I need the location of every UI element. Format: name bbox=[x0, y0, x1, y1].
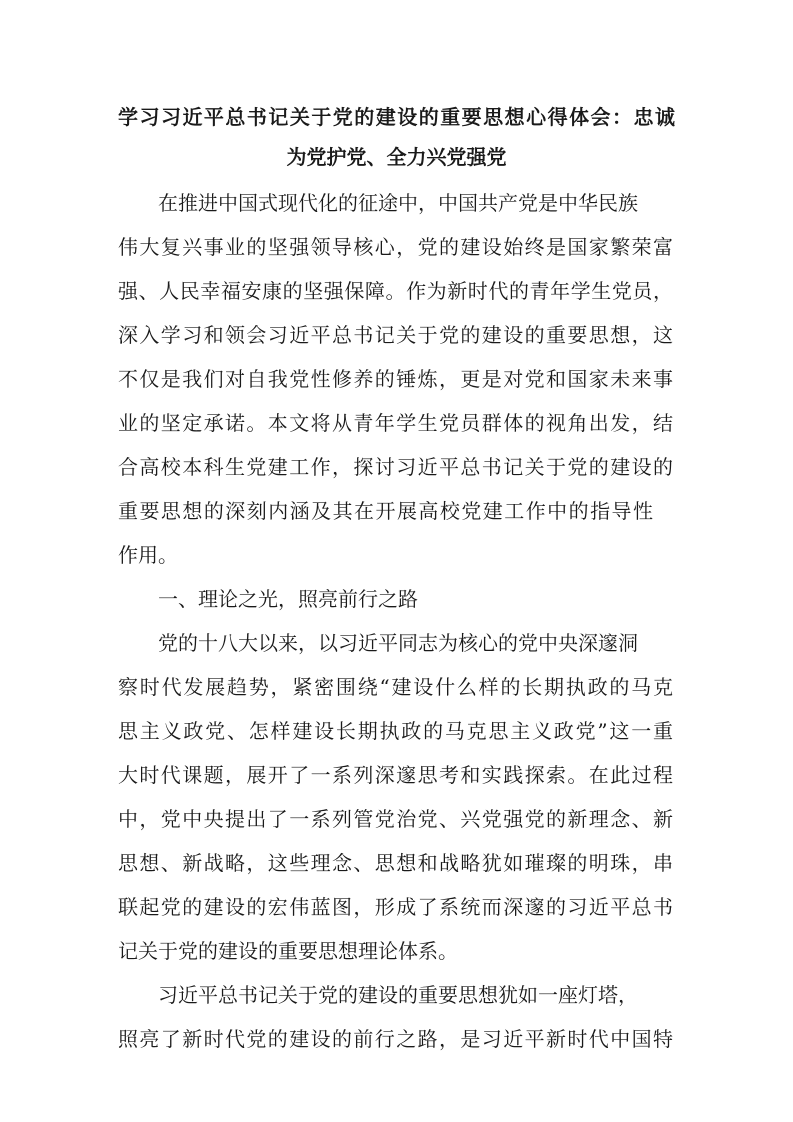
text-line: 不仅是我们对自我党性修养的锤炼，更是对党和国家未来事 bbox=[118, 367, 673, 391]
text-line: 大时代课题，展开了一系列深邃思考和实践探索。在此过程 bbox=[118, 763, 673, 787]
text-line: 作用。 bbox=[118, 543, 178, 567]
text-line: 联起党的建设的宏伟蓝图，形成了系统而深邃的习近平总书 bbox=[118, 895, 673, 919]
document-title-line-2: 为党护党、全力兴党强党 bbox=[286, 145, 507, 169]
text-line: 业的坚定承诺。本文将从青年学生党员群体的视角出发，结 bbox=[118, 411, 673, 435]
text-line: 党的十八大以来，以习近平同志为核心的党中央深邃洞 bbox=[158, 631, 638, 655]
text-line: 伟大复兴事业的坚强领导核心，党的建设始终是国家繁荣富 bbox=[118, 235, 673, 259]
text-line: 察时代发展趋势，紧密围绕“建设什么样的长期执政的马克 bbox=[118, 675, 673, 699]
text-line: 重要思想的深刻内涵及其在开展高校党建工作中的指导性 bbox=[118, 499, 653, 523]
text-line: 中，党中央提出了一系列管党治党、兴党强党的新理念、新 bbox=[118, 807, 673, 831]
text-line: 照亮了新时代党的建设的前行之路，是习近平新时代中国特 bbox=[118, 1027, 673, 1051]
document-title-line-1: 学习习近平总书记关于党的建设的重要思想心得体会：忠诚 bbox=[118, 105, 675, 129]
text-line: 记关于党的建设的重要思想理论体系。 bbox=[118, 939, 458, 963]
text-line: 深入学习和领会习近平总书记关于党的建设的重要思想，这 bbox=[118, 323, 673, 347]
text-line: 思想、新战略，这些理念、思想和战略犹如璀璨的明珠，串 bbox=[118, 851, 673, 875]
text-line: 合高校本科生党建工作，探讨习近平总书记关于党的建设的 bbox=[118, 455, 673, 479]
text-line: 思主义政党、怎样建设长期执政的马克思主义政党”这一重 bbox=[118, 719, 673, 743]
section-heading: 一、理论之光，照亮前行之路 bbox=[158, 587, 418, 611]
text-line: 习近平总书记关于党的建设的重要思想犹如一座灯塔， bbox=[158, 983, 638, 1007]
text-line: 在推进中国式现代化的征途中，中国共产党是中华民族 bbox=[158, 191, 638, 215]
text-line: 强、人民幸福安康的坚强保障。作为新时代的青年学生党员， bbox=[118, 279, 673, 303]
